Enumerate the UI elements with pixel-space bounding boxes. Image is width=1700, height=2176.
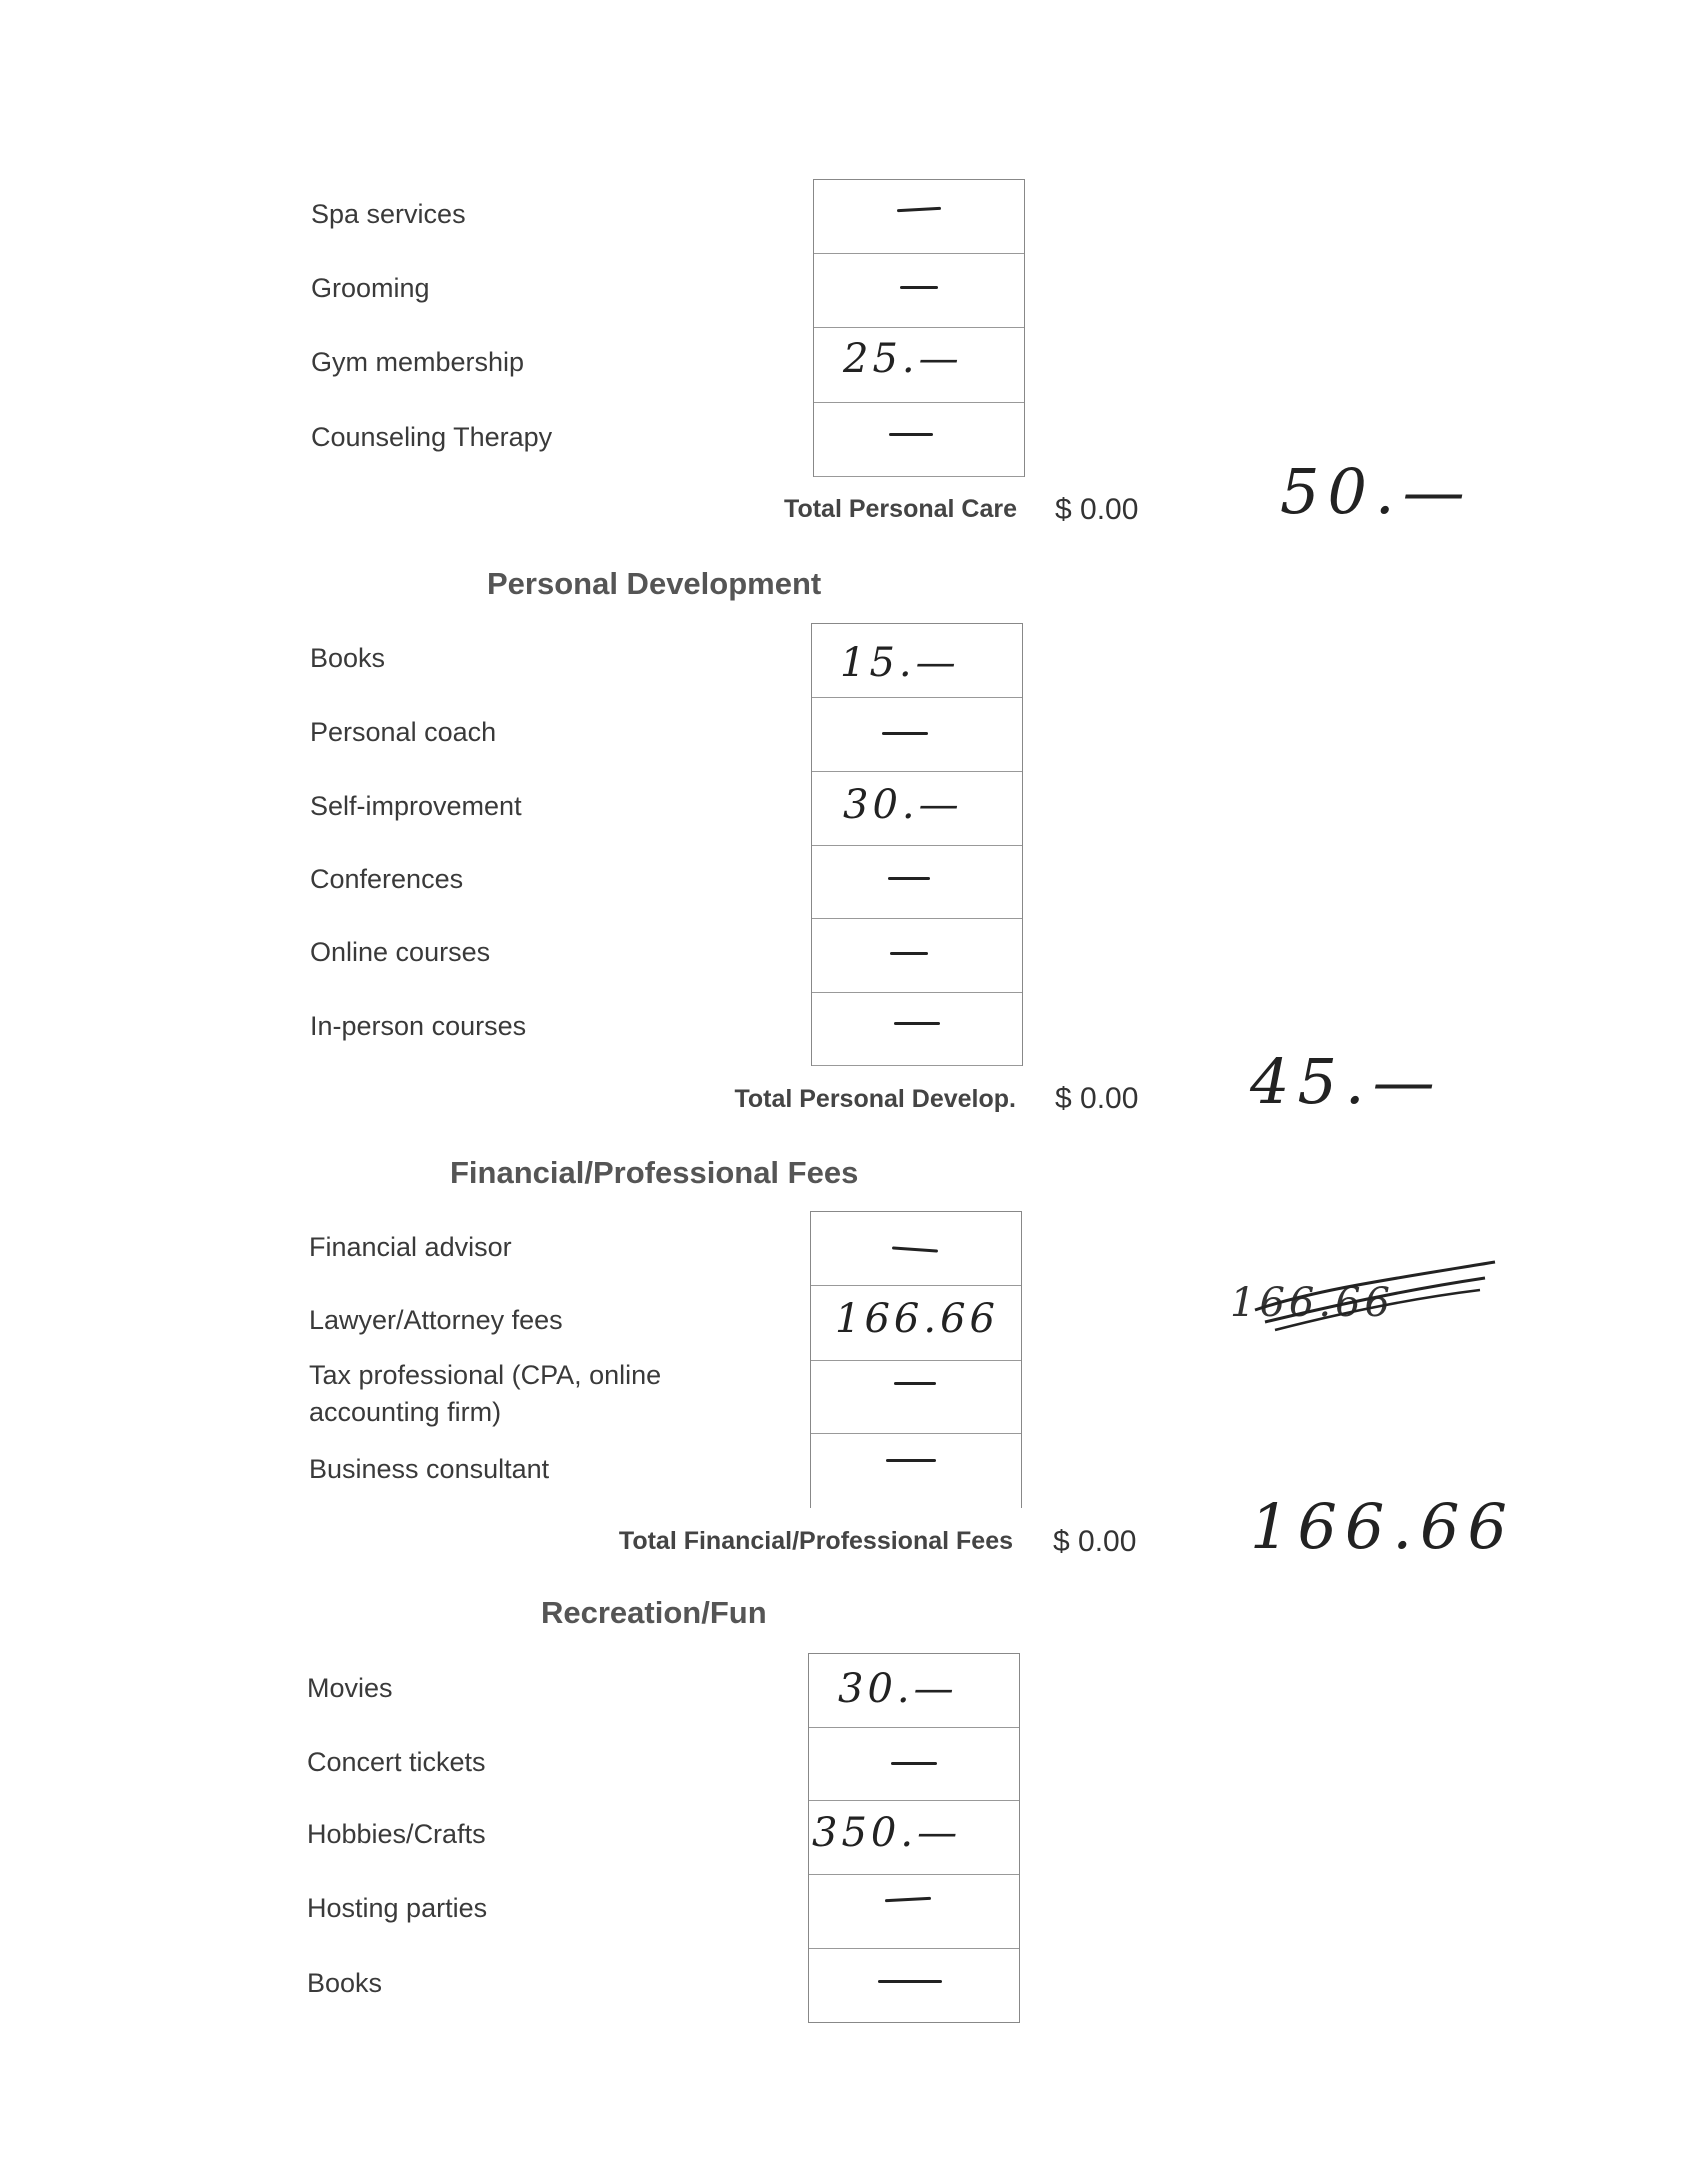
- total-financial-fees-value: $ 0.00: [1053, 1525, 1137, 1558]
- item-label-counseling-therapy: Counseling Therapy: [311, 422, 553, 452]
- amount-cell[interactable]: [812, 698, 1022, 772]
- section-title-recreation: Recreation/Fun: [541, 1595, 767, 1630]
- item-label-in-person-courses: In-person courses: [310, 1011, 527, 1041]
- handwritten-books: 15.—: [840, 640, 960, 686]
- total-personal-development-label: Total Personal Develop.: [734, 1085, 1016, 1113]
- amount-cell[interactable]: [814, 254, 1024, 328]
- item-label-business-consultant: Business consultant: [309, 1454, 550, 1484]
- handwritten-total-financial-fees: 166.66: [1250, 1490, 1515, 1563]
- total-personal-development-value: $ 0.00: [1055, 1082, 1139, 1115]
- item-label-books-recreation: Books: [307, 1968, 383, 1998]
- item-label-self-improvement: Self-improvement: [310, 791, 522, 821]
- handwritten-dash-conferences: [888, 877, 930, 880]
- item-label-hobbies-crafts: Hobbies/Crafts: [307, 1819, 486, 1849]
- handwritten-dash-concert-tickets: [891, 1762, 937, 1765]
- item-label-financial-advisor: Financial advisor: [309, 1232, 512, 1262]
- handwritten-dash-personal-coach: [882, 732, 928, 735]
- item-label-hosting-parties: Hosting parties: [307, 1893, 488, 1923]
- amount-cell[interactable]: [809, 1949, 1019, 2021]
- item-label-movies: Movies: [307, 1673, 393, 1703]
- amount-cell[interactable]: [811, 1361, 1021, 1434]
- handwritten-dash-online-courses: [890, 952, 928, 955]
- handwritten-struck-figure: 166.66: [1230, 1280, 1394, 1326]
- handwritten-lawyer-fees: 166.66: [835, 1296, 999, 1342]
- amount-cell[interactable]: [809, 1875, 1019, 1949]
- amount-cell[interactable]: [814, 180, 1024, 254]
- handwritten-movies: 30.—: [838, 1666, 958, 1712]
- total-financial-fees-label: Total Financial/Professional Fees: [618, 1527, 1013, 1555]
- handwritten-dash-in-person-courses: [894, 1022, 940, 1025]
- handwritten-dash-business-consultant: [886, 1459, 936, 1462]
- handwritten-self-improvement: 30.—: [843, 782, 963, 828]
- handwritten-hobbies-crafts: 350.—: [812, 1810, 962, 1856]
- financial-fees-amount-column: [810, 1211, 1022, 1508]
- item-label-online-courses: Online courses: [310, 937, 491, 967]
- item-label-conferences: Conferences: [310, 864, 464, 894]
- total-personal-care-value: $ 0.00: [1055, 493, 1139, 526]
- handwritten-dash-grooming: [900, 286, 938, 289]
- personal-development-amount-column: [811, 623, 1023, 1066]
- item-label-spa-services: Spa services: [311, 199, 466, 229]
- handwritten-gym-membership: 25.—: [843, 336, 963, 382]
- amount-cell[interactable]: [812, 919, 1022, 993]
- total-personal-care-label: Total Personal Care: [784, 495, 1017, 523]
- section-title-financial-fees: Financial/Professional Fees: [450, 1155, 859, 1190]
- section-title-personal-development: Personal Development: [487, 566, 822, 601]
- item-label-concert-tickets: Concert tickets: [307, 1747, 486, 1777]
- strike-through-icon: [1225, 1250, 1505, 1340]
- amount-cell[interactable]: [812, 993, 1022, 1066]
- handwritten-dash-books-recreation: [878, 1980, 942, 1983]
- amount-cell[interactable]: [814, 403, 1024, 477]
- handwritten-dash-counseling: [889, 433, 933, 436]
- handwritten-total-personal-development: 45.—: [1250, 1045, 1443, 1118]
- item-label-lawyer-fees: Lawyer/Attorney fees: [309, 1305, 563, 1335]
- item-label-books: Books: [310, 643, 386, 673]
- handwritten-dash-tax-professional: [894, 1382, 936, 1385]
- item-label-tax-professional: Tax professional (CPA, online accounting firm): [309, 1360, 662, 1427]
- handwritten-total-personal-care: 50.—: [1280, 455, 1473, 528]
- amount-cell[interactable]: [812, 846, 1022, 919]
- item-label-grooming: Grooming: [311, 273, 430, 303]
- item-label-gym-membership: Gym membership: [311, 347, 525, 377]
- amount-cell: [811, 1434, 1021, 1508]
- item-label-personal-coach: Personal coach: [310, 717, 497, 747]
